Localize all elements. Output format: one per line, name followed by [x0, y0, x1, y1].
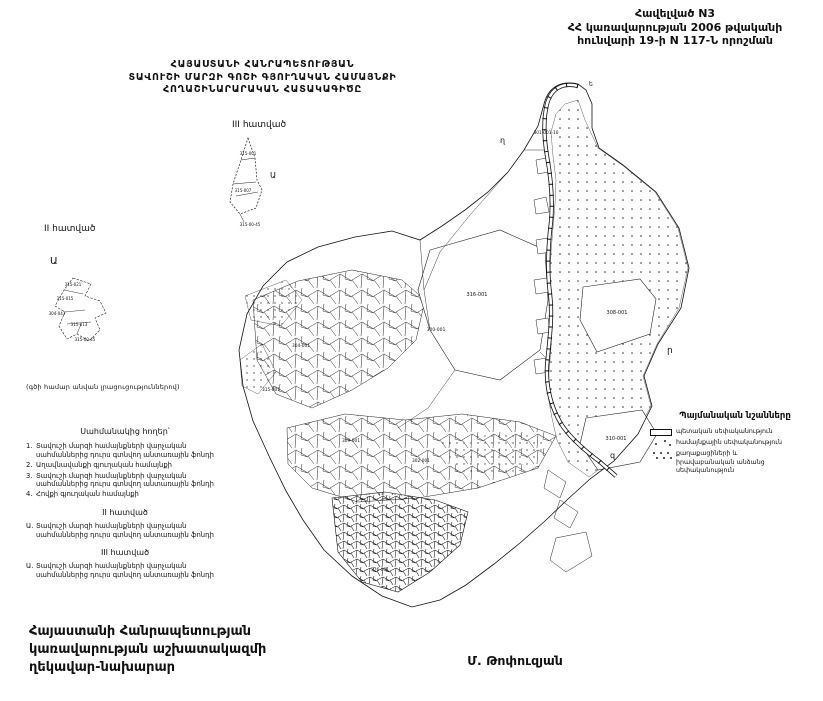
- parcel-label: 304-043: [48, 311, 66, 316]
- list-item-number: Ա.: [26, 562, 34, 571]
- title-line: ՀԱՅԱՍՏԱՆԻ ՀԱՆՐԱՊԵՏՈՒԹՅԱՆ: [170, 59, 355, 70]
- parcel-label: 315-001: [262, 388, 280, 393]
- section-iii-heading: III հատված: [100, 548, 150, 558]
- parcel-label: 302-001: [412, 459, 430, 464]
- list-item-number: 4.: [26, 490, 33, 499]
- parcel-label: 310-001: [605, 436, 627, 442]
- legend-item: [650, 428, 820, 437]
- list-item-text: Տավուշի մարզի համայնքների վարչական սահմաններից դուրս գտնվող անտառային ֆոնդի: [36, 562, 214, 579]
- main-map: [225, 76, 695, 628]
- fragment-ii-label: II հատված: [44, 224, 96, 234]
- list-item: [26, 461, 224, 469]
- parcel-label: 315-007: [234, 188, 252, 193]
- list-item-text: Տավուշի մարզի համայնքների վարչական սահմաններից դուրս գտնվող անտառային ֆոնդի: [36, 522, 214, 539]
- title-line: ՏԱՎՈՒՇԻ ՄԱՐԶԻ ԳՈՇԻ ԳՅՈՒՂԱԿԱՆ ՀԱՄԱՅՆՔԻ: [128, 71, 397, 83]
- list-item-number: 1.: [26, 442, 33, 451]
- list-item-text: Հովքի գյուղական համայնքի: [36, 490, 139, 499]
- title-line: ՀՈՂԱՇԻՆԱՐԱՐԱԿԱՆ ՀԱՏԱԿԱԳԻԾԸ: [162, 84, 362, 95]
- fragment-area-letter: Ա: [270, 171, 277, 180]
- area-letter: ղ: [500, 136, 506, 145]
- list-item-text: Աղավնավանքի գյուղական համայնքի: [36, 461, 172, 470]
- signing-office: [29, 623, 266, 677]
- parcel-label: 300-001: [426, 328, 446, 333]
- legend-item-label: քաղաքացիների և իրավաբանական անձանց սեփականություն: [676, 450, 765, 475]
- parcel-label: 315-013: [70, 322, 88, 327]
- adjacent-lands-heading: Սահմանակից հողեր՝: [80, 427, 170, 436]
- list-item: [26, 442, 224, 459]
- legend-item: [650, 450, 820, 476]
- parcel-label: 376-001: [371, 568, 389, 573]
- list-item-number: 3.: [26, 471, 33, 480]
- parcel-label: 301-001-10: [533, 131, 559, 136]
- legend-title: Պայմանական նշանները: [679, 411, 791, 421]
- legend-item-label: համայնքային սեփականություն: [676, 439, 782, 446]
- legend-item: [650, 439, 820, 448]
- office-line: ղեկավար-նախարար: [29, 660, 176, 675]
- list-item: [26, 490, 224, 498]
- section-ii-heading: II հատված: [102, 507, 148, 517]
- community-ownership-dots-icon: [650, 439, 676, 448]
- large-parcel-316: [418, 230, 548, 380]
- signatory-name: Մ. Թոփուզյան: [467, 653, 563, 668]
- office-line: Հայաստանի Հանրապետության: [29, 624, 252, 639]
- parcel-label: 315-001: [239, 151, 257, 156]
- fragment-iii-label: III հատված: [232, 120, 287, 130]
- list-item-number: 2.: [26, 461, 33, 470]
- list-item-text: Տավուշի մարզի համայնքների վարչական սահմաններից դուրս գտնվող անտառային ֆոնդի: [36, 442, 214, 459]
- decree-header-line: հունվարի 19-ի N 117-Ն որոշման: [577, 34, 773, 47]
- private-ownership-dots-icon: [650, 450, 676, 459]
- parcel-label: 304-001: [292, 344, 310, 349]
- parcel-label: 315-015: [56, 296, 74, 301]
- area-letter: ե: [589, 81, 593, 88]
- fragment-ii-boundary: [55, 278, 106, 341]
- decree-header-line: ՀՀ կառավարության 2006 թվականի: [567, 20, 783, 34]
- map-note: (գծի համար անվան լրացուցություններով): [26, 383, 180, 391]
- list-item-text: Տավուշի մարզի համայնքների վարչական սահմաններից դուրս գտնվող անտառային ֆոնդի: [36, 471, 214, 489]
- area-letter: զ: [610, 451, 616, 460]
- village-parcel-cluster: [332, 492, 468, 592]
- decree-header: [535, 7, 815, 48]
- parcel-label: 316-001: [466, 292, 488, 298]
- fragment-ii-inset-map: [33, 268, 123, 353]
- parcel-label: 315-00-45: [239, 222, 261, 227]
- parcel-label: 315-00-45: [74, 337, 96, 342]
- parcel-label: 315-021: [64, 282, 82, 287]
- list-item: [26, 562, 224, 579]
- parcel-label: 309-001: [342, 439, 360, 444]
- list-item: [26, 472, 224, 489]
- legend-item-label: պետական սեփականություն: [676, 428, 773, 435]
- fragment-ii-area-letter: Ա: [50, 256, 58, 267]
- office-line: կառավարության աշխատակազմի: [29, 642, 267, 657]
- list-item-number: Ա.: [26, 522, 34, 531]
- area-letter: ր: [667, 346, 673, 356]
- map-legend: [650, 411, 820, 478]
- state-ownership-icon: [650, 428, 676, 437]
- adjacent-lands-list: [26, 428, 224, 581]
- parcel-label: 308-001: [606, 310, 628, 316]
- list-item: [26, 522, 224, 539]
- decree-header-line: Հավելված N3: [634, 7, 716, 20]
